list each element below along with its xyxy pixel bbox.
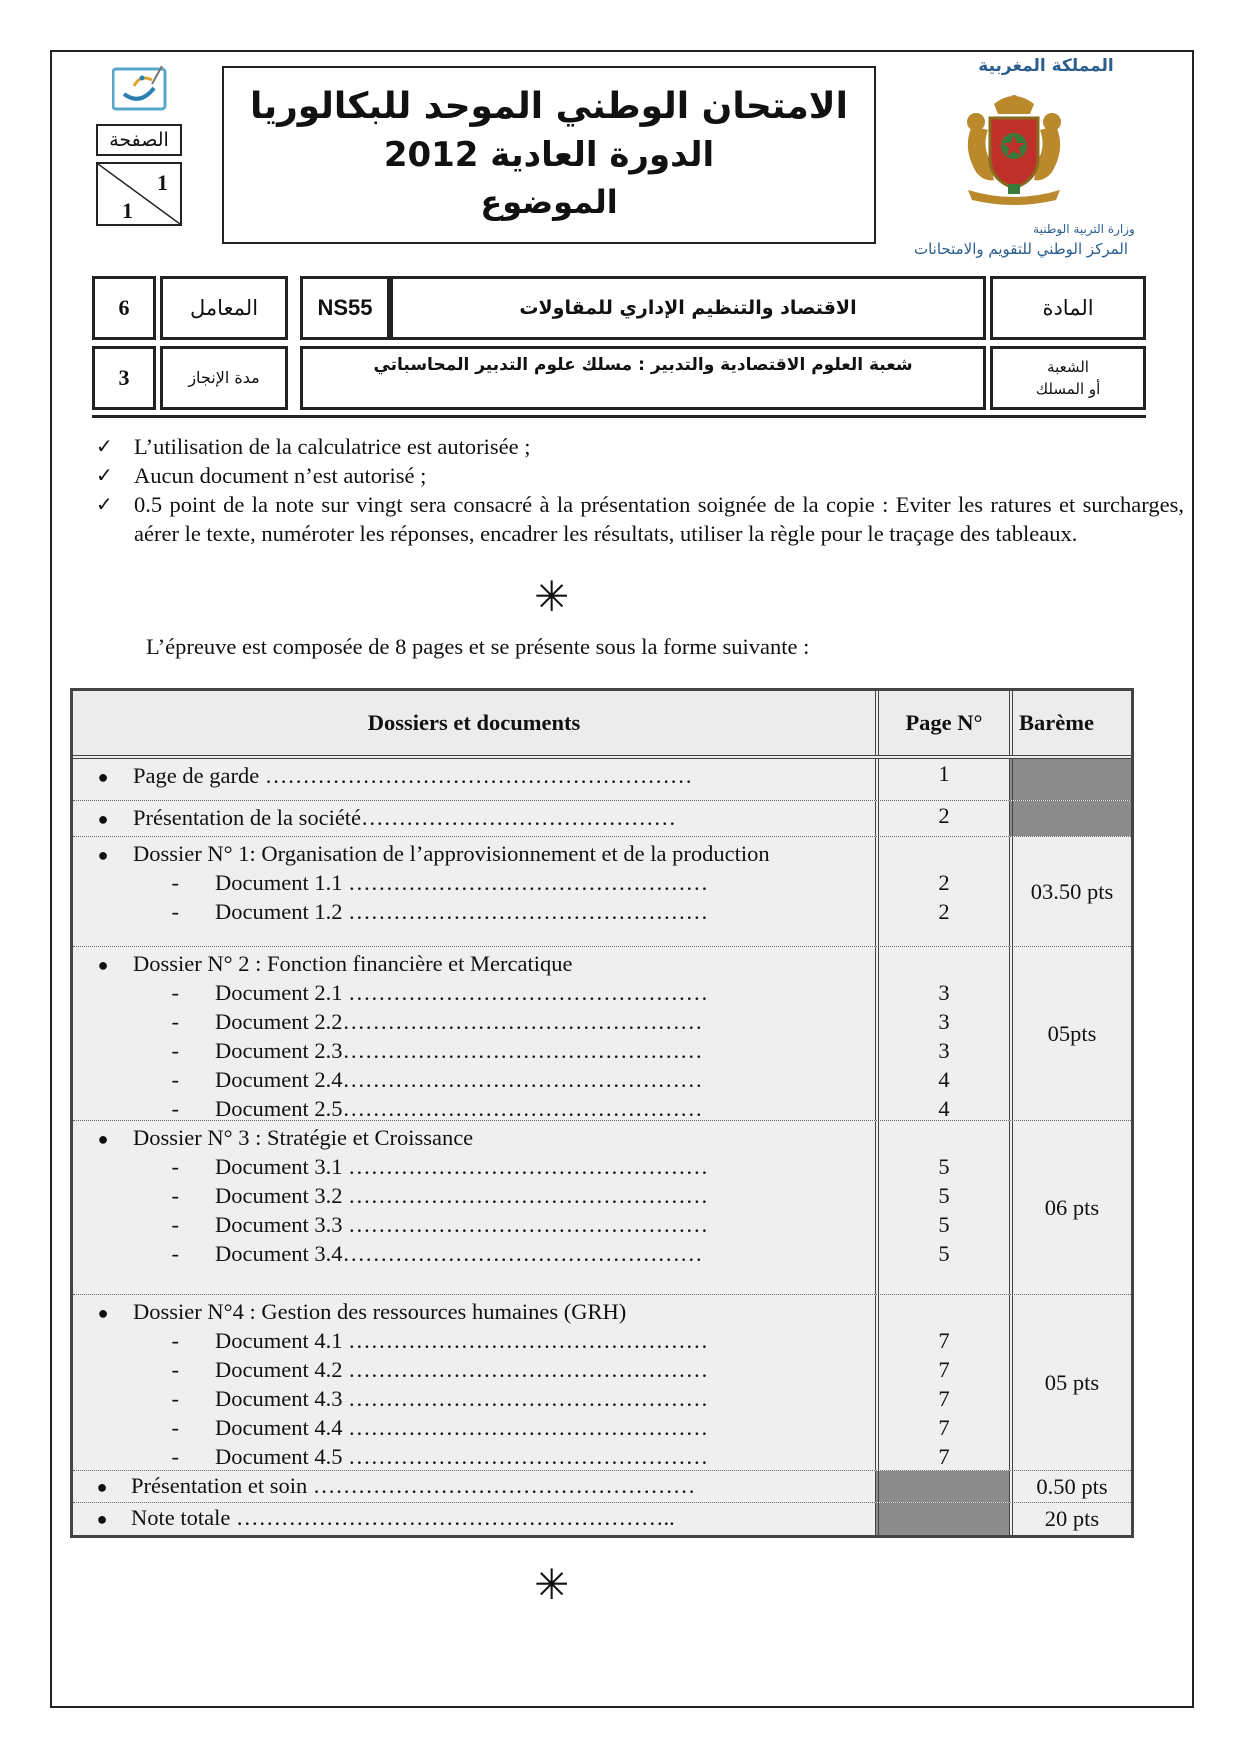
exam-intro: L’épreuve est composée de 8 pages et se présente sous la forme suivante : xyxy=(146,634,810,659)
dossiers-table xyxy=(70,688,1134,1538)
header-rule xyxy=(92,415,1146,418)
subject-name: الاقتصاد والتنظيم الإداري للمقاولات xyxy=(390,276,986,340)
branch-name: شعبة العلوم الاقتصادية والتدبير : مسلك علوم التدبير المحاسباتي xyxy=(300,346,986,410)
subject-label: المادة xyxy=(990,276,1146,340)
exam-session: الدورة العادية 2012 xyxy=(383,135,715,175)
points-d3: 06 pts xyxy=(1009,1121,1131,1294)
coefficient-label: المعامل xyxy=(160,276,288,340)
shaded-cell xyxy=(875,1471,1009,1502)
shaded-cell xyxy=(1009,759,1131,800)
table-row: ● Présentation de la société…………………………………… 2 xyxy=(73,801,1131,837)
table-header xyxy=(73,691,1131,759)
page-total: 1 xyxy=(122,198,133,223)
exam-title-box xyxy=(222,66,876,244)
ministry-name: وزارة التربية الوطنية xyxy=(1033,222,1135,236)
bullet-icon: ● xyxy=(96,1477,108,1497)
table-row: ● Note totale ………………………………………………….. 20 pts xyxy=(73,1503,1131,1535)
points-d2: 05pts xyxy=(1009,947,1131,1120)
royal-emblem-icon xyxy=(950,86,1078,214)
bullet-icon: ● xyxy=(97,1129,109,1149)
col-header-page: Page N° xyxy=(875,691,1009,755)
table-row: ● Page de garde ………………………………………………… 1 xyxy=(73,759,1131,801)
kingdom-name: المملكة المغربية xyxy=(978,56,1114,76)
branch-label xyxy=(990,346,1146,410)
page-current: 1 xyxy=(157,170,168,195)
evaluation-center-name: المركز الوطني للتقويم والامتحانات xyxy=(913,240,1129,258)
table-row: ● Dossier N° 2 : Fonction financière et Mercatique - Document 2.1 ………………………………………… - Document 2.2………………………………………… - Document 2.3………………………………………… - Document 2.4………………………………………… - Document 2.5………………………………………… 3 3 3 4 4 05pts xyxy=(73,947,1131,1121)
page-number-box xyxy=(96,162,182,226)
instructions-list xyxy=(96,432,1184,548)
duration-value: 3 xyxy=(92,346,156,410)
coefficient-value: 6 xyxy=(92,276,156,340)
table-row: ● Dossier N° 3 : Stratégie et Croissance - Document 3.1 ………………………………………… - Document 3.2 ………………………………………… - Document 3.3 ………………………………………… - Document 3.4………………………………………… 5 5 5 5 06 pts xyxy=(73,1121,1131,1295)
table-row: ● Dossier N°4 : Gestion des ressources humaines (GRH) - Document 4.1 ………………………………………… - Document 4.2 ………………………………………… - Document 4.3 ………………………………………… - Document 4.4 ………………………………………… - Document 4.5 ………………………………………… 7 7 7 7 7 05 pts xyxy=(73,1295,1131,1471)
exam-subject-label: الموضوع xyxy=(480,183,618,221)
cnem-logo-icon xyxy=(112,64,170,112)
col-header-bareme: Barème xyxy=(1009,691,1131,755)
bullet-icon: ● xyxy=(97,955,109,975)
asterisk-ornament-icon: ✳ xyxy=(534,572,570,621)
col-header-dossiers: Dossiers et documents xyxy=(367,710,581,735)
table-row: ● Présentation et soin …………………………………………… 0.50 pts xyxy=(73,1471,1131,1503)
branch-label-2: أو المسلك xyxy=(1035,380,1101,398)
duration-label: مدة الإنجاز xyxy=(160,346,288,410)
asterisk-ornament-icon: ✳ xyxy=(534,1560,570,1609)
table-row: ● Dossier N° 1: Organisation de l’approvisionnement et de la production - Document 1.1 ………………………………………… - Document 1.2 ………………………………………… 2 2 03.50 pts xyxy=(73,837,1131,947)
bullet-icon: ● xyxy=(97,1303,109,1323)
points-d4: 05 pts xyxy=(1009,1295,1131,1470)
branch-label-1: الشعبة xyxy=(1047,358,1089,376)
points-total: 20 pts xyxy=(1009,1503,1131,1535)
checkmark-icon: ✓ xyxy=(96,463,113,487)
instruction-item: ✓ Aucun document n’est autorisé ; xyxy=(96,463,427,488)
instruction-item: ✓ 0.5 point de la note sur vingt sera consacré à la présentation soignée de la copie : Eviter les ratures et surcharges, aérer le texte, numéroter les réponses, encadrer les résultats, utiliser la règle pour le traçage des tableaux. xyxy=(96,492,1184,546)
instruction-item: ✓ L’utilisation de la calculatrice est autorisée ; xyxy=(96,434,531,459)
shaded-cell xyxy=(875,1503,1009,1535)
bullet-icon: ● xyxy=(97,845,109,865)
page-label: الصفحة xyxy=(96,124,182,156)
points-d1: 03.50 pts xyxy=(1009,837,1131,946)
checkmark-icon: ✓ xyxy=(96,434,113,458)
subject-code: NS55 xyxy=(300,276,390,340)
bullet-icon: ● xyxy=(97,767,109,787)
bullet-icon: ● xyxy=(97,809,109,829)
exam-title: الامتحان الوطني الموحد للبكالوريا xyxy=(250,86,848,127)
checkmark-icon: ✓ xyxy=(96,492,113,516)
bullet-icon: ● xyxy=(96,1509,108,1529)
points-presentation: 0.50 pts xyxy=(1009,1471,1131,1502)
shaded-cell xyxy=(1009,801,1131,836)
